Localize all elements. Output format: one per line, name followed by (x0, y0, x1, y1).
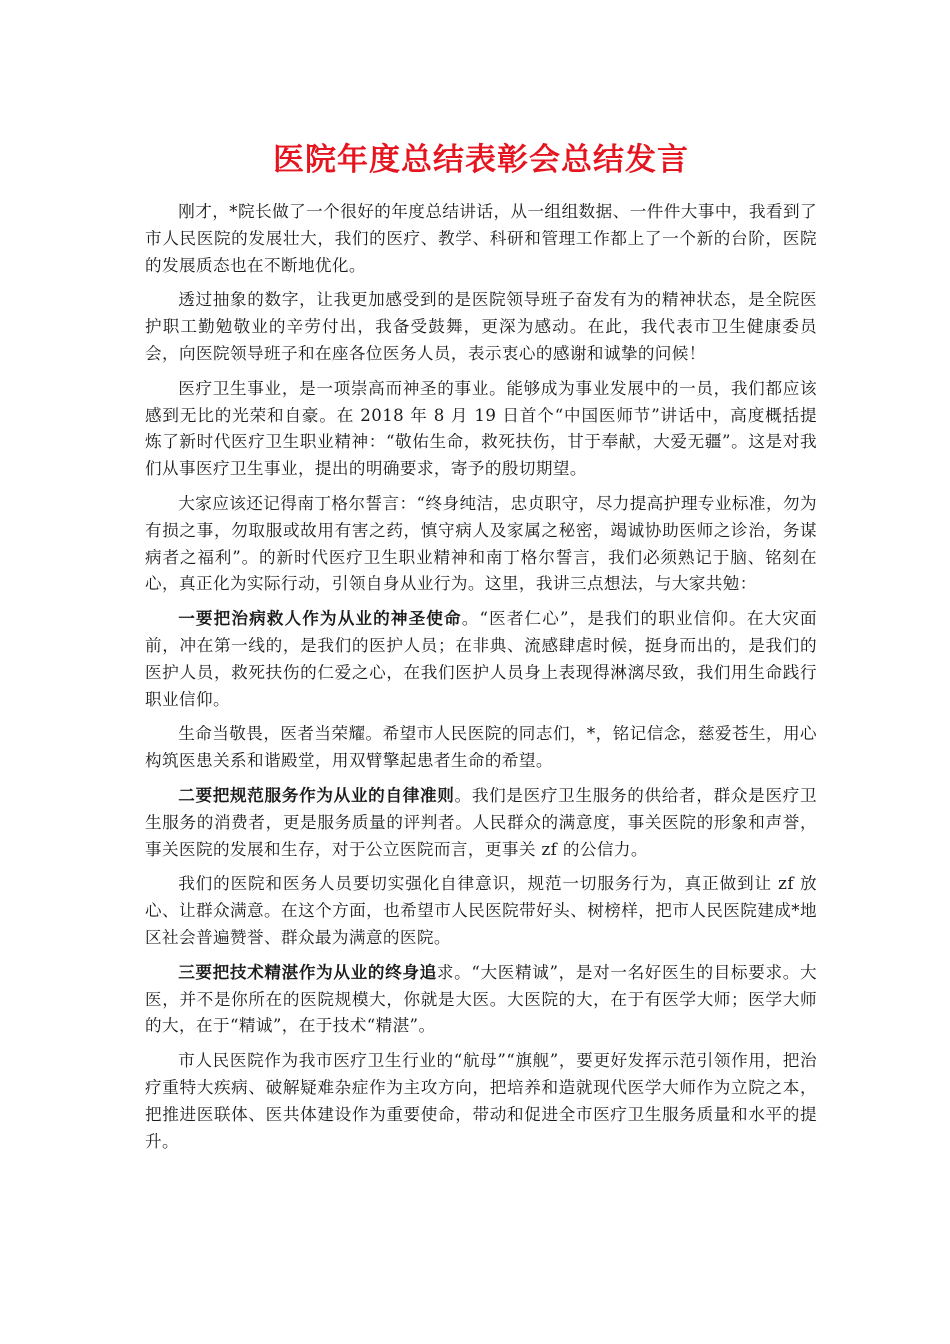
paragraph-lead: 二要把规范服务作为从业的自律准则 (178, 784, 455, 805)
paragraph-text: 刚才，*院长做了一个很好的年度总结讲话，从一组组数据、一件件大事中，我看到了市人民医院的发展壮大，我们的医疗、教学、科研和管理工作都上了一个新的台阶，医院的发展质态也在不断地优化。 (145, 202, 817, 275)
paragraph-text: 。我们是医疗卫生服务的供给者，群众是医疗卫生服务的消费者，更是服务质量的评判者。人民群众的满意度，事关医院的形象和声誉，事关医院的发展和生存，对于公立医院而言，更事关 zf 的公信力。 (145, 785, 817, 859)
paragraph-text: 市人民医院作为我市医疗卫生行业的“航母”“旗舰”，要更好发挥示范引领作用，把治疗重特大疾病、破解疑难杂症作为主攻方向，把培养和造就现代医学大师作为立院之本，把推进医联体、医共体建设作为重要使命，带动和促进全市医疗卫生服务质量和水平的提升。 (145, 1051, 817, 1151)
paragraph-text: 我们的医院和医务人员要切实强化自律意识，规范一切服务行为，真正做到让 zf 放心、让群众满意。在这个方面，也希望市人民医院带好头、树榜样，把市人民医院建成*地区社会普遍赞誉、群众最为满意的医院。 (145, 874, 817, 947)
document-title: 医院年度总结表彰会总结发言 (273, 142, 689, 178)
paragraph-text: 大家应该还记得南丁格尔誓言：“终身纯洁，忠贞职守，尽力提高护理专业标准，勿为有损之事，勿取服或故用有害之药，慎守病人及家属之秘密，竭诚协助医师之诊治，务谋病者之福利”。的新时代医疗卫生职业精神和南丁格尔誓言，我们必须熟记于脑、铭刻在心，真正化为实际行动，引领自身从业行为。这里，我讲三点想法，与大家共勉： (145, 493, 817, 594)
paragraph-text: 生命当敬畏，医者当荣耀。希望市人民医院的同志们，*，铭记信念，慈爱苍生，用心构筑医患关系和谐殿堂，用双臂擎起患者生命的希望。 (145, 724, 817, 771)
paragraph-text: 医疗卫生事业，是一项崇高而神圣的事业。能够成为事业发展中的一员，我们都应该感到无比的光荣和自豪。在 2018 年 8 月 19 日首个“中国医师节”讲话中，高度概括提炼了新时代医疗卫生职业精神：“敬佑生命，救死扶伤，甘于奉献，大爱无疆”。这是对我们从事医疗卫生事业，提出的明确要求，寄予的殷切期望。 (145, 378, 817, 479)
paragraph-8 (145, 870, 817, 951)
paragraph-10 (145, 1047, 817, 1155)
paragraph-2 (145, 286, 817, 367)
paragraph-4 (145, 490, 817, 598)
paragraph-text: 。“医者仁心”，是我们的职业信仰。在大灾面前，冲在第一线的，是我们的医护人员；在非典、流感肆虐时候，挺身而出的，是我们的医护人员，救死扶伤的仁爱之心，在我们医护人员身上表现得淋漓尽致，我们用生命践行职业信仰。 (145, 609, 817, 709)
document-page (145, 138, 817, 1162)
paragraph-lead: 一要把治病救人作为从业的神圣使命 (178, 608, 462, 629)
paragraph-text: 透过抽象的数字，让我更加感受到的是医院领导班子奋发有为的精神状态，是全院医护职工勤勉敬业的辛劳付出，我备受鼓舞，更深为感动。在此，我代表市卫生健康委员会，向医院领导班子和在座各位医务人员，表示衷心的感谢和诚挚的问候！ (145, 290, 817, 363)
paragraph-text: 求。“大医精诚”，是对一名好医生的目标要求。大医，并不是你所在的医院规模大，你就是大医。大医院的大，在于有医学大师；医学大师的大，在于“精诚”，在于技术“精湛”。 (145, 962, 818, 1036)
paragraph-1 (145, 198, 817, 279)
paragraph-lead: 三要把技术精湛作为从业的终身追 (178, 961, 437, 982)
paragraph-6 (145, 720, 817, 775)
paragraph-9 (145, 959, 817, 1040)
paragraph-5 (145, 605, 817, 713)
paragraph-3 (145, 375, 817, 483)
paragraph-7 (145, 782, 817, 863)
